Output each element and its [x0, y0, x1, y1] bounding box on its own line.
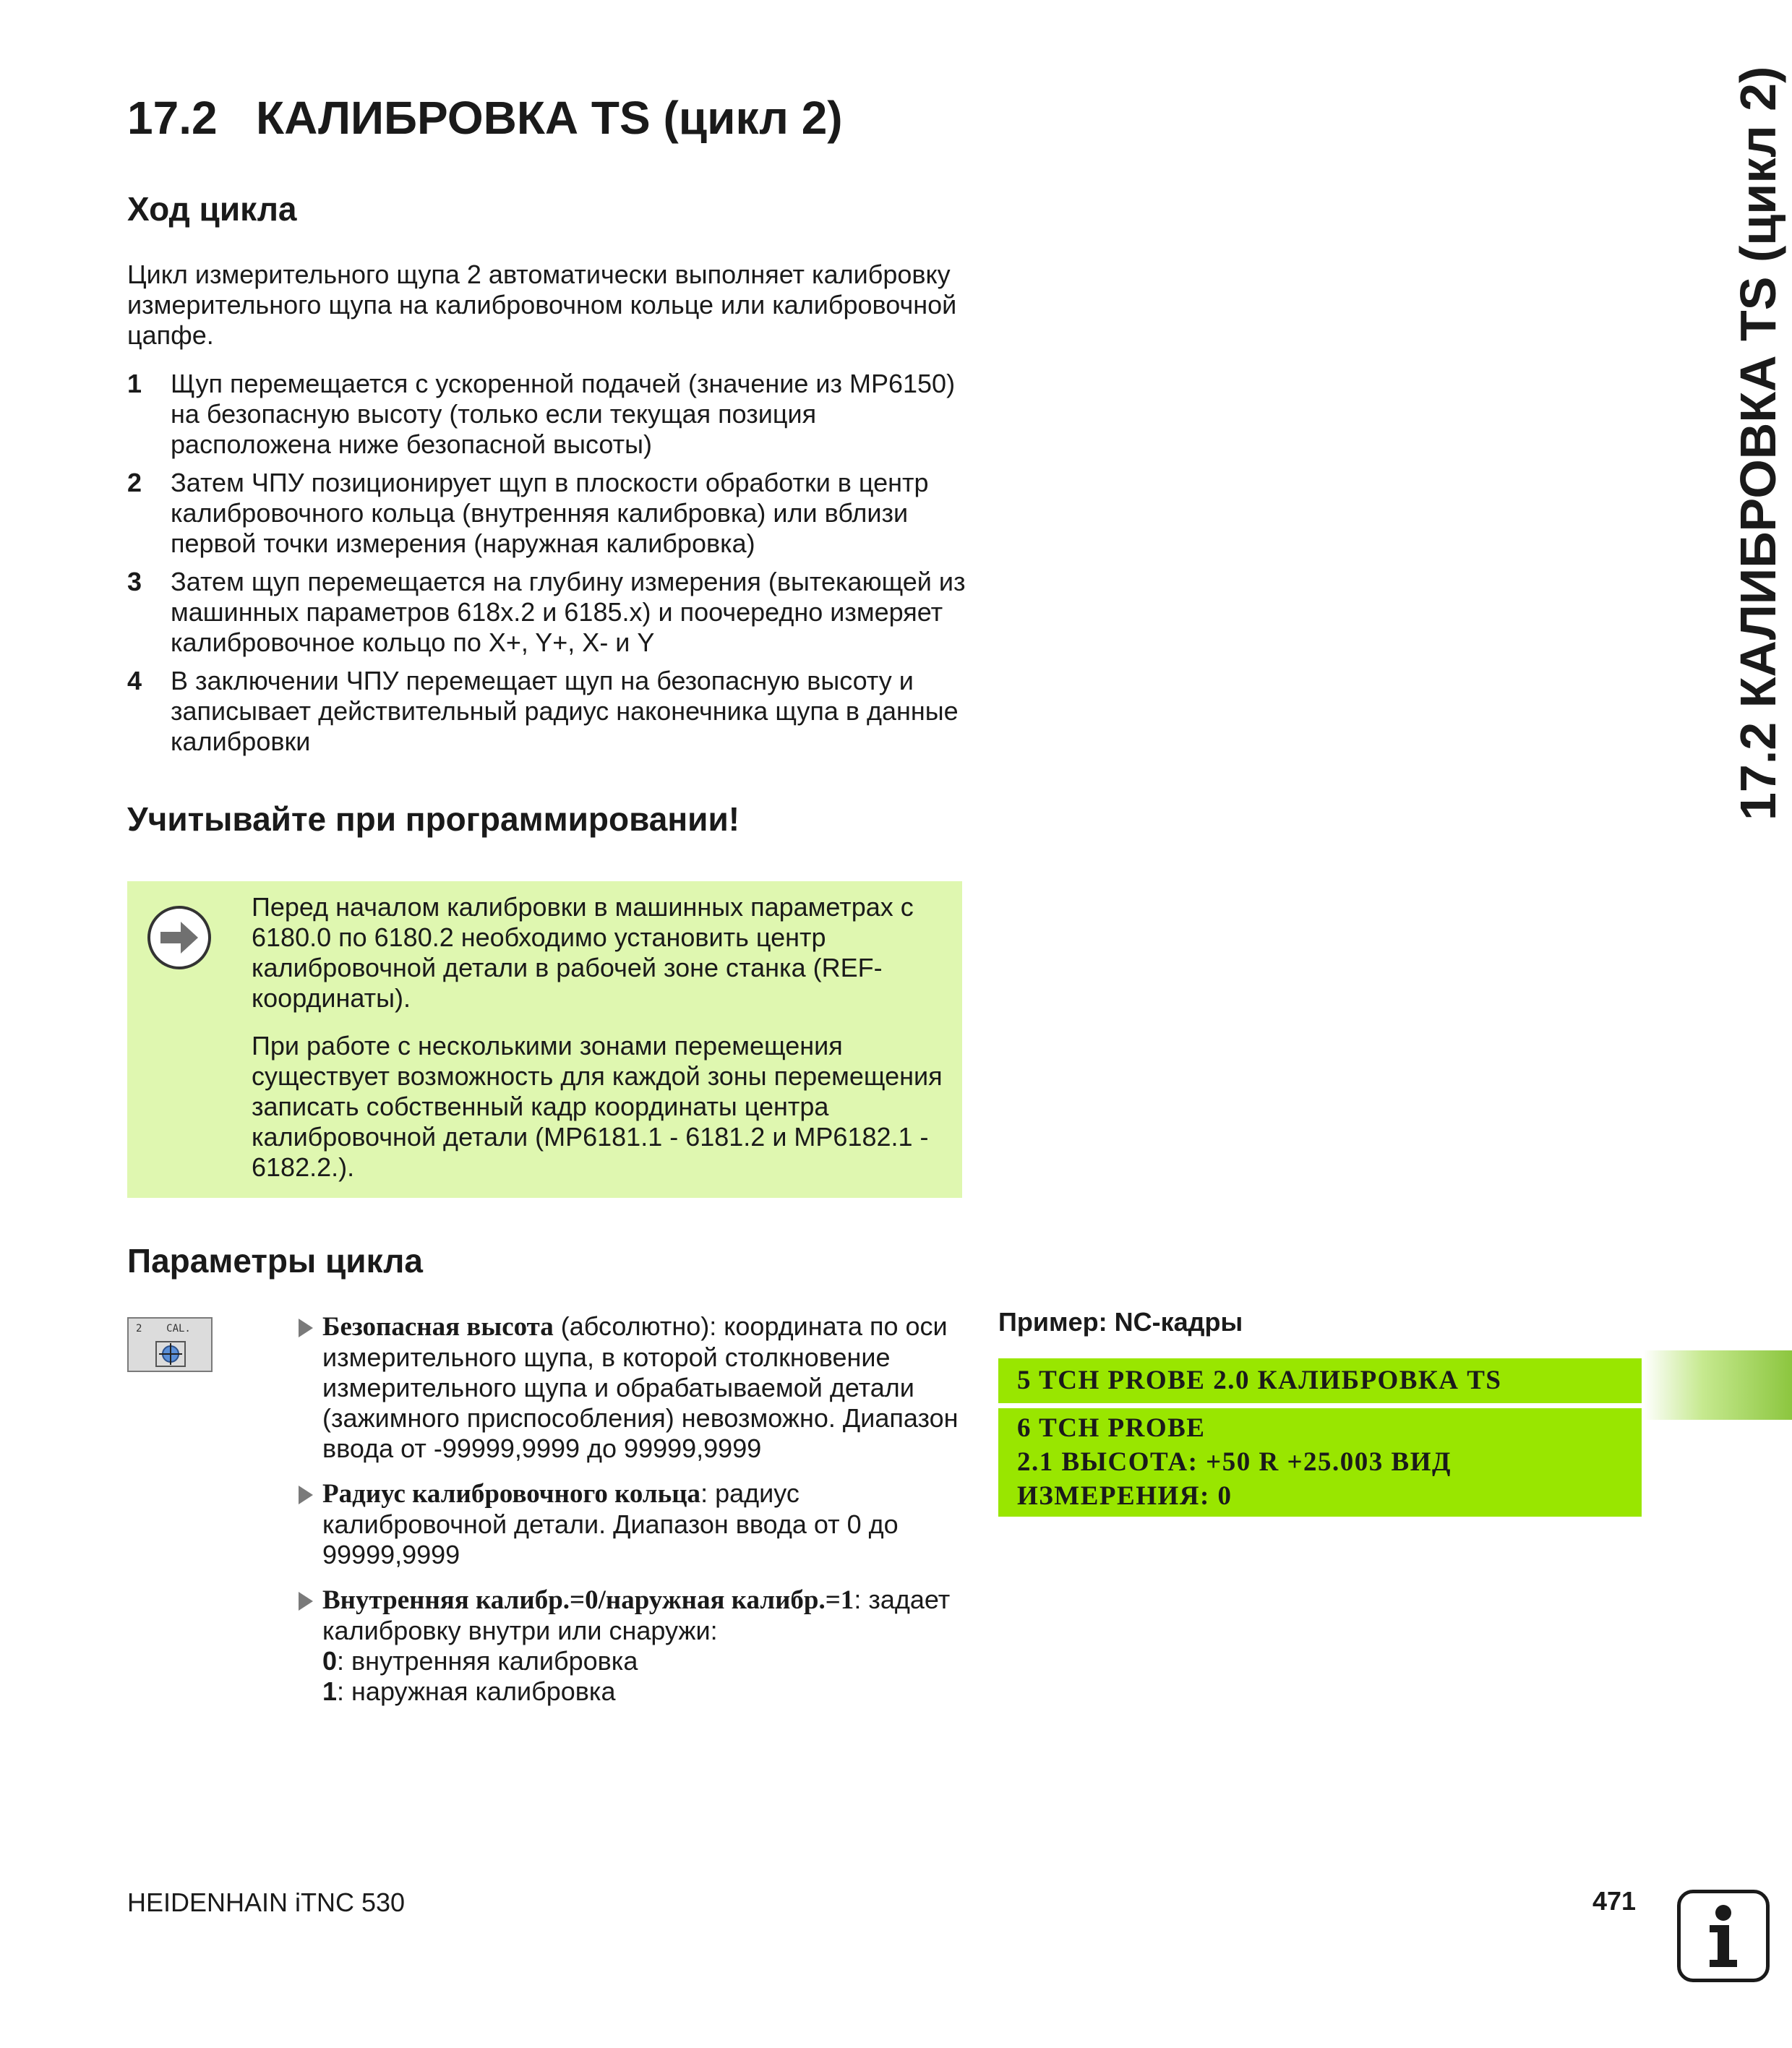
list-item [127, 468, 973, 559]
info-icon[interactable] [1677, 1890, 1770, 1982]
page-title [127, 91, 843, 145]
bullet-triangle-icon [299, 1592, 313, 1611]
side-section-title: 17.2 КАЛИБРОВКА TS (цикл 2) [1730, 66, 1786, 821]
softkey-label: 2 CAL. [136, 1323, 191, 1334]
calibration-target-icon [155, 1340, 187, 1369]
nc-line: 5 TCH PROBE 2.0 КАЛИБРОВКА TS [1017, 1366, 1502, 1395]
section-number: 17.2 [127, 92, 218, 144]
option-line [322, 1676, 964, 1707]
list-item [299, 1311, 964, 1464]
step-number: 4 [127, 666, 142, 695]
option-key: 0 [322, 1646, 338, 1676]
arrow-right-icon [147, 906, 211, 969]
param-name: Безопасная высота [322, 1312, 554, 1342]
step-text: Затем ЧПУ позиционирует щуп в плоскости обработки в центр калибровочного кольца (внутренняя калибровка) или вблизи первой точки измерения (наружная калибровка) [171, 468, 929, 558]
param-desc: : радиус калибровочной детали. Диапазон ввода от 0 до 99999,9999 [322, 1478, 899, 1569]
option-text: : наружная калибровка [337, 1676, 616, 1706]
list-item [127, 567, 973, 658]
footer-product: HEIDENHAIN iTNC 530 [127, 1888, 406, 1917]
page-number: 471 [1592, 1886, 1637, 1916]
nc-line: ИЗМЕРЕНИЯ: 0 [1017, 1481, 1232, 1511]
param-desc: : задает калибровку внутри или снаружи: [322, 1585, 951, 1645]
params-list [299, 1311, 964, 1721]
cycle-run-intro: Цикл измерительного щупа 2 автоматически выполняет калибровку измерительного щупа на калибровочном кольце или калибровочной цапфе. [127, 260, 957, 350]
list-item [299, 1585, 964, 1707]
programming-notes-heading: Учитывайте при программировании! [127, 800, 740, 838]
note-text [252, 892, 946, 1200]
cycle-run-heading: Ход цикла [127, 190, 297, 228]
note-paragraph: При работе с несколькими зонами перемещения существует возможность для каждой зоны перемещения записать собственный кадр координаты центра калибровочной детали (MP6181.1 - 6181.2 и MP6182.1 - 6182.2.). [252, 1031, 943, 1182]
section-title: КАЛИБРОВКА TS (цикл 2) [256, 92, 843, 144]
cycle-params-heading: Параметры цикла [127, 1242, 423, 1280]
cycle-steps-list [127, 369, 973, 765]
step-text: Затем щуп перемещается на глубину измерения (вытекающей из машинных параметров 618x.2 и 6185.x) и поочередно измеряет калибровочное кольцо по X+, Y+, X- и Y [171, 567, 966, 657]
nc-line: 6 TCH PROBE [1017, 1413, 1206, 1443]
option-text: : внутренняя калибровка [337, 1646, 638, 1676]
option-key: 1 [322, 1676, 338, 1706]
cycle-softkey[interactable] [127, 1317, 213, 1372]
list-item [127, 666, 973, 757]
chapter-tab [1643, 1350, 1792, 1420]
bullet-triangle-icon [299, 1486, 313, 1504]
nc-block-1 [998, 1358, 1642, 1403]
step-number: 1 [127, 369, 142, 398]
nc-block-2 [998, 1408, 1642, 1517]
nc-line: 2.1 ВЫСОТА: +50 R +25.003 ВИД [1017, 1447, 1452, 1477]
note-paragraph: Перед началом калибровки в машинных параметрах с 6180.0 по 6180.2 необходимо установить центр калибровочной детали в рабочей зоне станка (REF-координаты). [252, 892, 914, 1013]
param-name: Внутренняя калибр.=0/наружная калибр.=1 [322, 1585, 854, 1615]
bullet-triangle-icon [299, 1319, 313, 1337]
step-number: 3 [127, 567, 142, 596]
step-text: В заключении ЧПУ перемещает щуп на безопасную высоту и записывает действительный радиус наконечника щупа в данные калибровки [171, 666, 959, 756]
param-name: Радиус калибровочного кольца [322, 1479, 701, 1509]
param-desc: (абсолютно): координата по оси измерительного щупа, в которой столкновение измерительного щупа и обрабатываемой детали (зажимного приспособления) невозможно. Диапазон ввода от -99999,9999 до 99999,9999 [322, 1311, 959, 1463]
note-box [127, 881, 962, 1198]
list-item [299, 1478, 964, 1570]
example-label: Пример: NC-кадры [998, 1307, 1243, 1337]
step-text: Щуп перемещается с ускоренной подачей (значение из MP6150) на безопасную высоту (только если текущая позиция расположена ниже безопасной высоты) [171, 369, 956, 459]
option-line [322, 1646, 964, 1676]
list-item [127, 369, 973, 460]
step-number: 2 [127, 468, 142, 497]
